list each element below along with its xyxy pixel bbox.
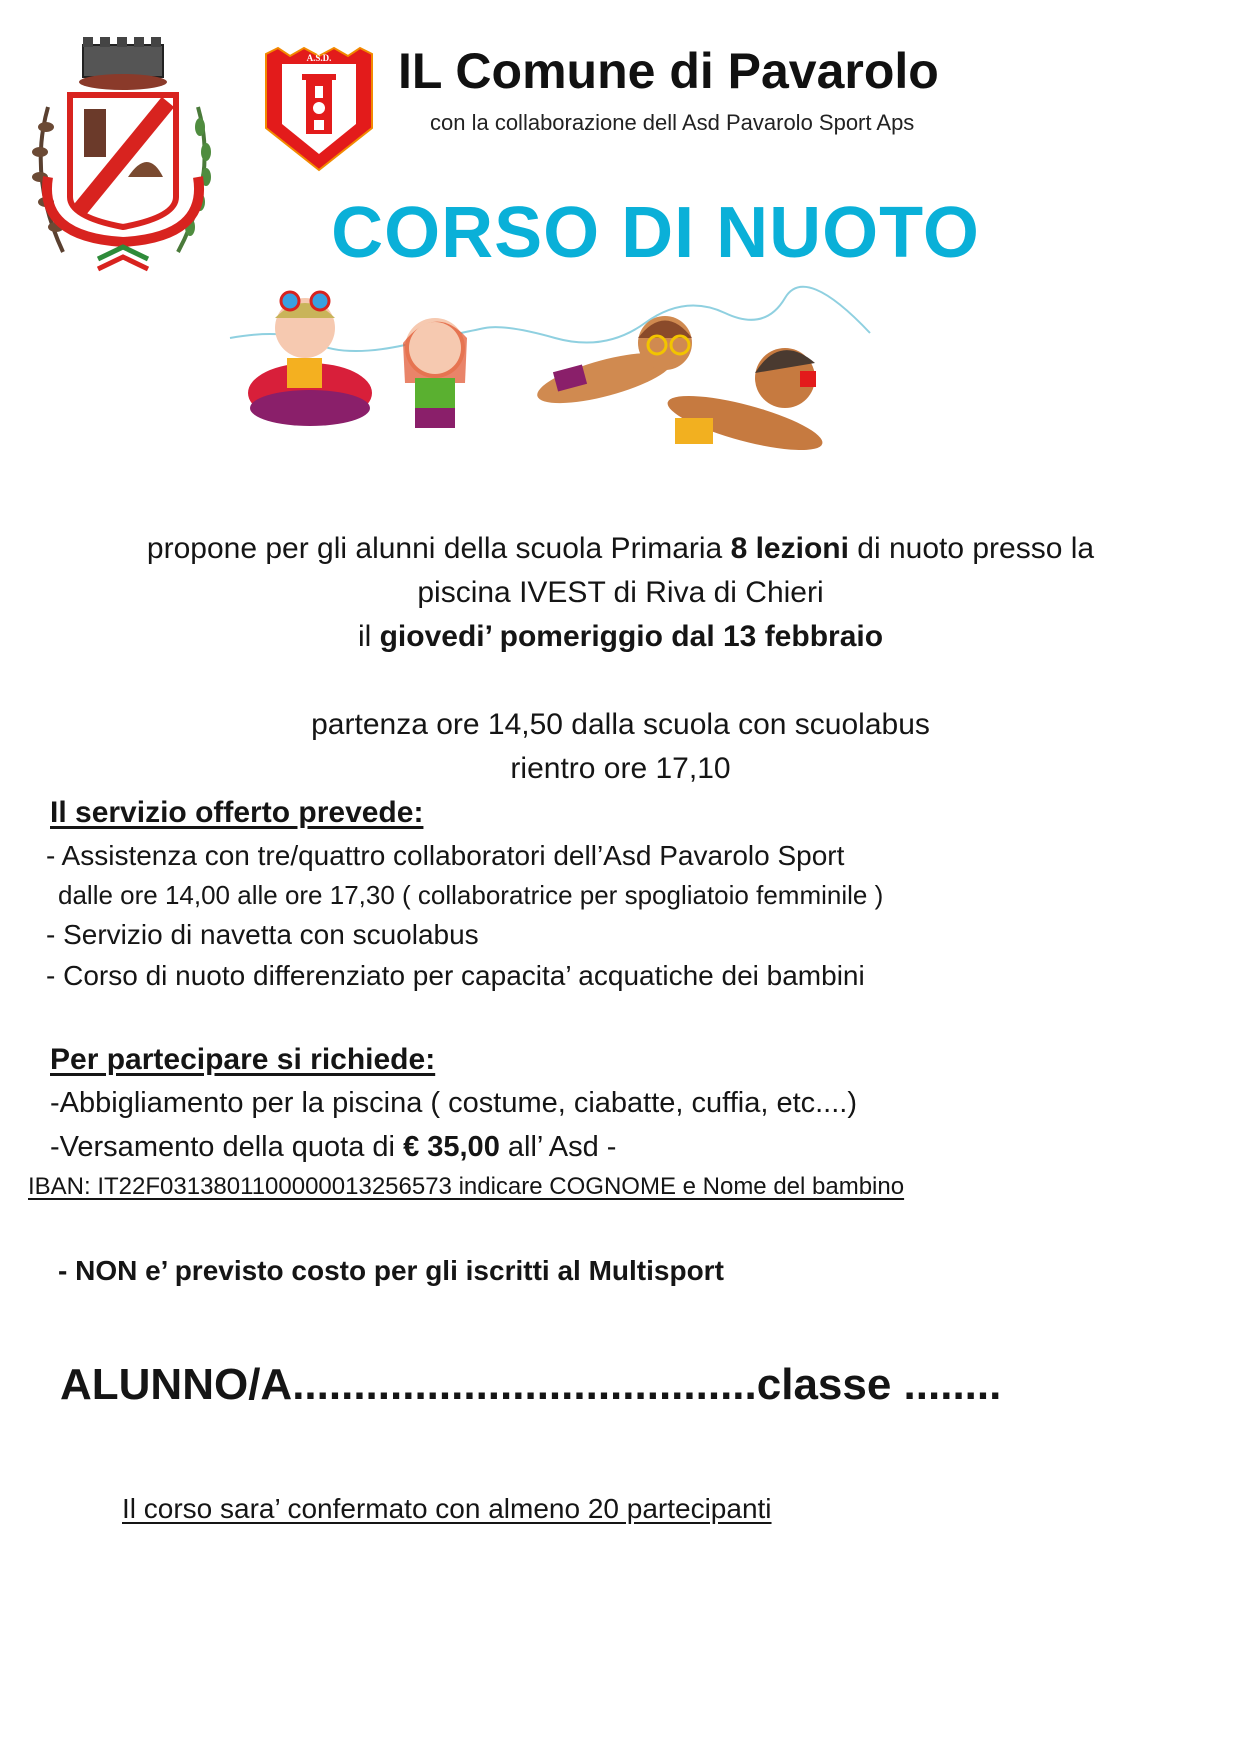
requirement-clothing: -Abbigliamento per la piscina ( costume, ciabatte, cuffia, etc....) (50, 1087, 858, 1119)
return-time: rientro ore 17,10 (510, 752, 731, 785)
intro-line-3 (0, 620, 1241, 654)
service-item: - Assistenza con tre/quattro collaboratori dell’Asd Pavarolo Sport (46, 840, 845, 871)
confirmation-note: Il corso sara’ confermato con almeno 20 partecipanti (122, 1493, 772, 1524)
student-name-field[interactable]: ALUNNO/A...................................... (60, 1360, 757, 1409)
service-item: - Servizio di navetta con scuolabus (46, 919, 479, 950)
start-date: giovedi’ pomeriggio dal 13 febbraio (379, 620, 884, 653)
service-item: - Corso di nuoto differenziato per capacita’ acquatiche dei bambini (46, 960, 865, 991)
intro-prefix: il (357, 620, 380, 653)
class-field[interactable]: classe ........ (756, 1360, 1002, 1409)
requirements-heading: Per partecipare si richiede: (50, 1043, 436, 1076)
course-headline: CORSO DI NUOTO (331, 193, 980, 273)
iban-line: IBAN: IT22F0313801100000013256573 indicare COGNOME e Nome del bambino (28, 1173, 905, 1200)
student-form-line (60, 1360, 1001, 1410)
service-heading: Il servizio offerto prevede: (50, 796, 424, 829)
departure-time: partenza ore 14,50 dalla scuola con scuolabus (311, 708, 930, 741)
service-item: dalle ore 14,00 alle ore 17,30 ( collaboratrice per spogliatoio femminile ) (58, 880, 884, 910)
payment-recipient: all’ Asd - (499, 1131, 617, 1163)
asd-pavarolo-sport-logo (262, 46, 376, 174)
swimming-children-illustration (225, 283, 875, 498)
page-subtitle: con la collaborazione dell Asd Pavarolo Sport Aps (430, 110, 915, 135)
intro-line-1 (0, 532, 1241, 566)
lessons-count: 8 lezioni (730, 532, 849, 565)
page-title: IL Comune di Pavarolo (398, 43, 939, 99)
intro-text-end: di nuoto presso la (848, 532, 1095, 565)
intro-text: propone per gli alunni della scuola Primaria (146, 532, 731, 565)
payment-text: -Versamento della quota di (50, 1131, 404, 1163)
payment-amount: € 35,00 (403, 1131, 500, 1163)
intro-line-2: piscina IVEST di Riva di Chieri (417, 576, 824, 609)
multisport-note: - NON e’ previsto costo per gli iscritti al Multisport (58, 1255, 724, 1286)
requirement-payment (50, 1131, 616, 1164)
asd-logo-top-text: A.S.D. (306, 53, 332, 63)
